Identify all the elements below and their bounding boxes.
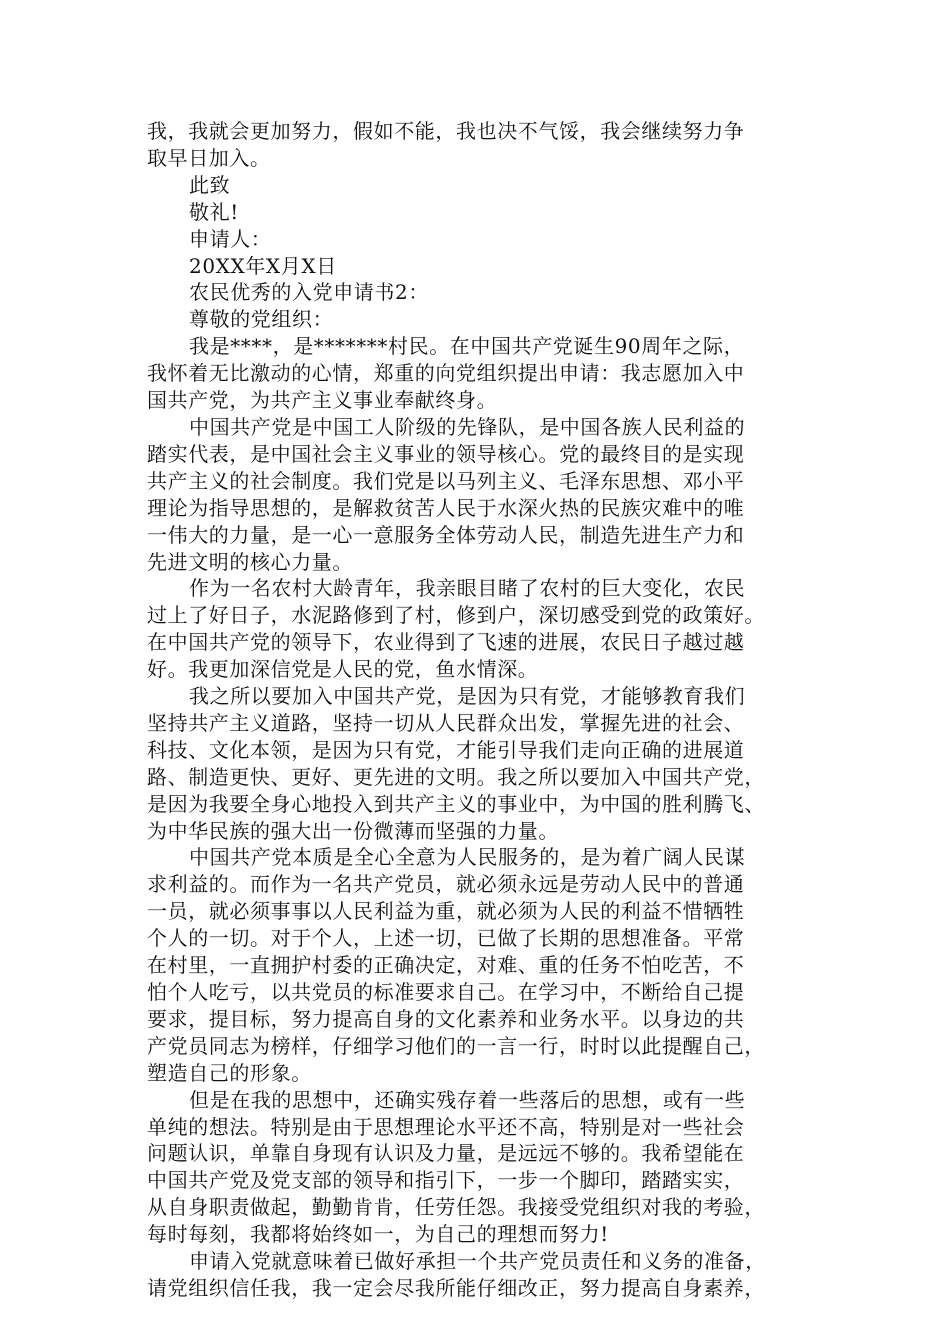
text-line: 是因为我要全身心地投入到共产主义的事业中，为中国的胜利腾飞、 (147, 791, 765, 816)
text-line: 我之所以要加入中国共产党，是因为只有党，才能够教育我们 (189, 684, 746, 709)
text-line: 我怀着无比激动的心情，郑重的向党组织提出申请：我志愿加入中 (147, 361, 745, 386)
text-line: 我，我就会更加努力，假如不能，我也决不气馁，我会继续努力争 (147, 119, 745, 143)
text-line: 作为一名农村大龄青年，我亲眼目睹了农村的巨大变化，农民 (189, 576, 746, 601)
text-line: 从自身职责做起，勤勤肯肯，任劳任怨。我接受党组织对我的考验， (147, 1195, 765, 1220)
text-line: 过上了好日子，水泥路修到了村，修到户，深切感受到党的政策好。 (147, 603, 765, 628)
text-line: 要求，提目标，努力提高自身的文化素养和业务水平。以身边的共 (147, 1006, 745, 1031)
text-line: 共产主义的社会制度。我们党是以马列主义、毛泽东思想、邓小平 (147, 468, 745, 493)
text-line: 在中国共产党的领导下，农业得到了飞速的进展，农民日子越过越 (147, 630, 745, 655)
text-line: 尊敬的党组织： (189, 307, 334, 332)
text-line: 一员，就必须事事以人民利益为重，就必须为人民的利益不惜牺牲 (147, 899, 745, 924)
text-line: 好。我更加深信党是人民的党，鱼水情深。 (147, 657, 539, 682)
text-line: 农民优秀的入党申请书2： (189, 280, 429, 305)
text-line: 路、制造更快、更好、更先进的文明。我之所以要加入中国共产党， (147, 764, 765, 789)
text-line: 每时每刻，我都将始终如一，为自己的理想而努力! (147, 1222, 609, 1247)
text-line: 先进文明的核心力量。 (147, 549, 353, 574)
text-line: 申请人： (189, 226, 272, 251)
text-line: 问题认识，单靠自身现有认识及力量，是远远不够的。我希望能在 (147, 1141, 745, 1166)
text-line: 请党组织信任我，我一定会尽我所能仔细改正，努力提高自身素养， (147, 1275, 765, 1300)
text-line: 但是在我的思想中，还确实残存着一些落后的思想，或有一些 (189, 1087, 746, 1112)
text-line: 中国共产党本质是全心全意为人民服务的，是为着广阔人民谋 (189, 845, 746, 870)
text-line: 踏实代表，是中国社会主义事业的领导核心。党的最终目的是实现 (147, 441, 745, 466)
text-line: 敬礼! (189, 199, 239, 224)
text-line: 中国共产党及党支部的领导和指引下，一步一个脚印，踏踏实实， (147, 1168, 745, 1193)
text-line: 为中华民族的强大出一份微薄而坚强的力量。 (147, 818, 559, 843)
text-line: 理论为指导思想的，是解救贫苦人民于水深火热的民族灾难中的唯 (147, 495, 745, 520)
text-line: 在村里，一直拥护村委的正确决定，对难、重的任务不怕吃苦，不 (147, 953, 745, 978)
document-page (147, 118, 819, 1302)
text-line: 单纯的想法。特别是由于思想理论水平还不高，特别是对一些社会 (147, 1114, 745, 1139)
text-line: 取早日加入。 (147, 145, 271, 170)
text-line: 此致 (189, 172, 231, 197)
text-line: 个人的一切。对于个人，上述一切，已做了长期的思想准备。平常 (147, 926, 745, 951)
text-line: 怕个人吃亏，以共党员的标准要求自己。在学习中，不断给自己提 (147, 980, 745, 1004)
text-line: 我是****，是*******村民。在中国共产党诞生90周年之际， (189, 334, 745, 359)
text-line: 科技、文化本领，是因为只有党，才能引导我们走向正确的进展道 (147, 737, 745, 762)
text-line: 求利益的。而作为一名共产党员，就必须永远是劳动人民中的普通 (147, 872, 745, 897)
text-line: 产党员同志为榜样，仔细学习他们的一言一行，时时以此提醒自己， (147, 1033, 765, 1058)
text-line: 国共产党，为共产主义事业奉献终身。 (147, 388, 498, 413)
text-line: 一伟大的力量，是一心一意服务全体劳动人民，制造先进生产力和 (147, 522, 745, 547)
text-line: 申请入党就意味着已做好承担一个共产党员责任和义务的准备， (189, 1249, 766, 1274)
text-line: 中国共产党是中国工人阶级的先锋队，是中国各族人民利益的 (189, 414, 746, 439)
text-line: 坚持共产主义道路，坚持一切从人民群众出发，掌握先进的社会、 (147, 710, 745, 735)
text-line: 20XX年X月X日 (189, 253, 337, 278)
text-line: 塑造自己的形象。 (147, 1060, 312, 1085)
